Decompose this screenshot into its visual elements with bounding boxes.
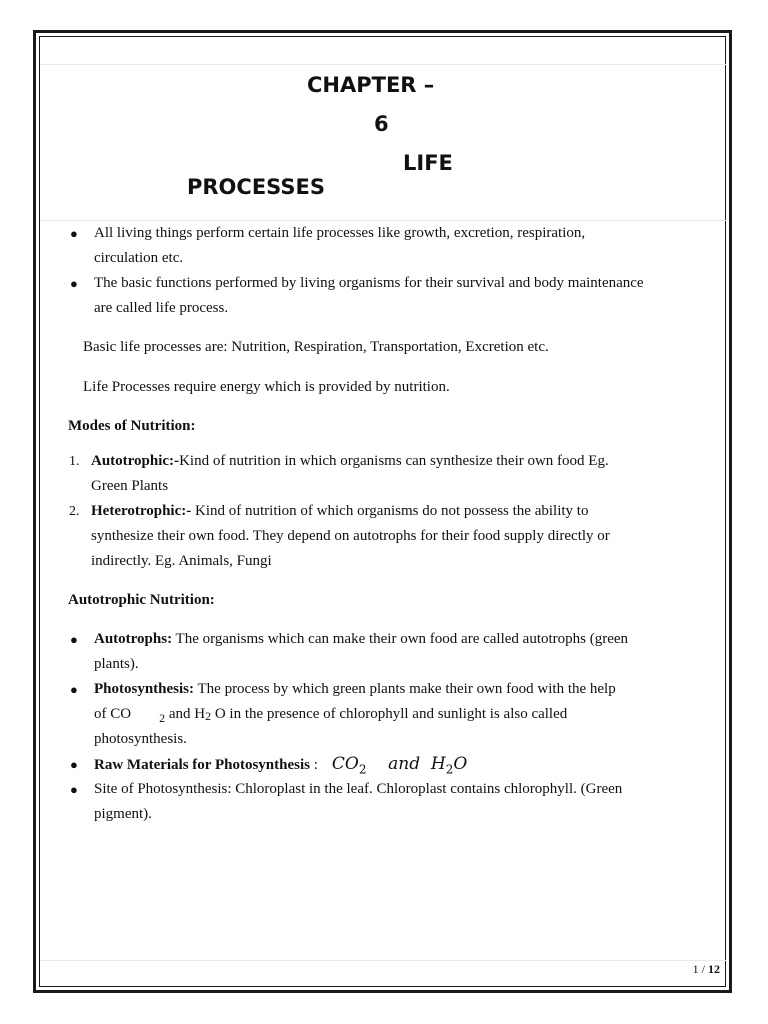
chapter-title-line1: CHAPTER – [307,73,435,97]
mode-autotrophic-line1: Autotrophic:-Kind of nutrition in which organisms can synthesize their own food Eg. [91,453,609,469]
bullet-icon: ● [70,782,78,797]
raw-materials-formula: $CO_2$ and $H_2O$ [331,754,468,777]
header-rule [40,64,726,65]
mode-heterotrophic-line2: synthesize their own food. They depend on autotrophs for their food supply directly or [91,528,610,544]
intro-bullet-1-line1: All living things perform certain life processes like growth, excretion, respiration, [94,225,586,241]
photosynthesis-line3: photosynthesis. [94,731,187,747]
bullet-icon: ● [70,757,78,772]
autotrophs-line2: plants). [94,656,139,672]
site-line1: Site of Photosynthesis: Chloroplast in the leaf. Chloroplast contains chlorophyll. (Green [94,781,623,797]
page-number: 1 / 12 [692,962,720,976]
mode-autotrophic-line2: Green Plants [91,478,169,494]
site-line2: pigment). [94,806,152,822]
bullet-icon: ● [70,682,78,697]
bullet-icon: ● [70,632,78,647]
photosynthesis-line1: Photosynthesis: The process by which green plants make their own food with the help [94,681,616,697]
intro-bullet-2-line2: are called life process. [94,300,229,316]
autotrophs-line1: Autotrophs: The organisms which can make their own food are called autotrophs (green [94,631,629,647]
intro-bullet-2-line1: The basic functions performed by living organisms for their survival and body maintenance [94,275,644,291]
list-number: 1. [69,454,80,469]
autotrophic-heading: Autotrophic Nutrition: [68,592,215,608]
mode-heterotrophic-line1: Heterotrophic:- Kind of nutrition of which organisms do not possess the ability to [91,503,589,519]
intro-bullet-1-line2: circulation etc. [94,250,184,266]
chapter-title-line4: PROCESSES [187,175,325,199]
basic-processes-text: Basic life processes are: Nutrition, Respiration, Transportation, Excretion etc. [83,339,549,355]
photosynthesis-line2: of CO $_2$ and $H_2$ O in the presence of chlorophyll and sunlight is also called [94,706,568,725]
chapter-title-line2: 6 [374,112,389,136]
raw-materials-line: Raw Materials for Photosynthesis : $CO_2$ and $H_2O$ [94,754,468,777]
mode-heterotrophic-line3: indirectly. Eg. Animals, Fungi [91,553,272,569]
modes-heading: Modes of Nutrition: [68,418,196,434]
list-number: 2. [69,504,80,519]
bullet-icon: ● [70,226,78,241]
energy-text: Life Processes require energy which is provided by nutrition. [83,379,450,395]
chapter-title-line3: LIFE [403,151,453,175]
footer-rule [40,960,726,961]
bullet-icon: ● [70,276,78,291]
